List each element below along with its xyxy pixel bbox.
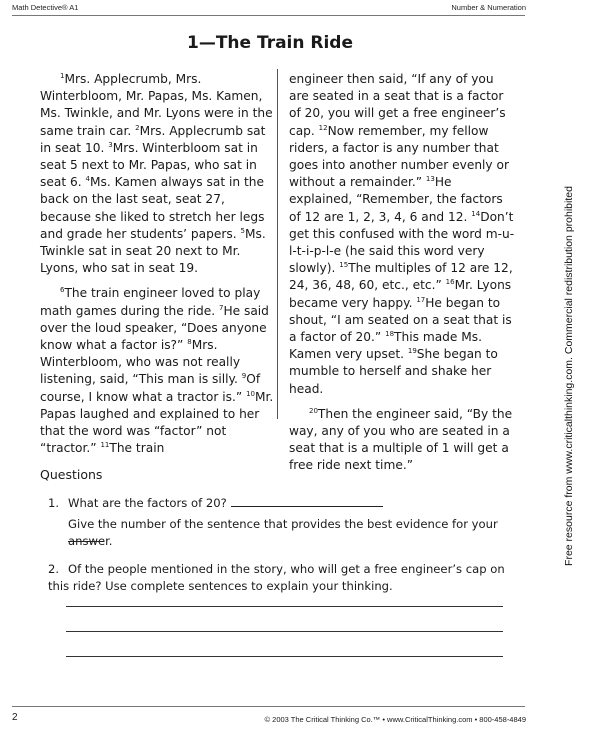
story-column-left <box>40 71 278 457</box>
story-column-right <box>289 71 515 475</box>
questions-heading: Questions <box>40 467 103 482</box>
question-1-text: What are the factors of 20? <box>68 496 227 510</box>
answer-line-3[interactable] <box>66 656 503 657</box>
question-2 <box>48 561 518 594</box>
footer-copyright: © 2003 The Critical Thinking Co.™ • www.CriticalThinking.com • 800-458-4849 <box>264 715 526 724</box>
question-1-number: 1. <box>48 496 60 510</box>
paragraph-3: $^{20}$Then the engineer said, “By the way, any of you who are seated in a seat that is a multiple of 1 will get a free ride next time.” <box>289 406 513 473</box>
header-left: Math Detective® A1 <box>12 3 79 12</box>
question-1 <box>48 494 383 512</box>
answer-line-2[interactable] <box>66 631 503 632</box>
question-2-text: Of the people mentioned in the story, who will get a free engineer’s cap on this ride? Use complete sentences to explain your thinking. <box>48 562 505 593</box>
paragraph-1: $^1$Mrs. Applecrumb, Mrs. Winterbloom, Mr. Papas, Ms. Kamen, Ms. Twinkle, and Mr. Lyons were in the same train car. $^2$Mrs. Applecrumb sat in seat 10. $^3$Mrs. Winterbloom sat in seat 5 next to Mr. Papas, who sat in seat 6. $^4$Ms. Kamen always sat in the back on the last seat, seat 27, because she liked to stretch her legs and grade her students’ papers. $^5$Ms. Twinkle sat in seat 20 next to Mr. Lyons, who sat in seat 19. <box>40 72 273 276</box>
page-number: 2 <box>12 712 18 723</box>
column-divider <box>277 69 278 419</box>
question-1-subprompt: Give the number of the sentence that provides the best evidence for your answer. <box>68 517 498 548</box>
header-rule <box>12 15 525 16</box>
header-right: Number & Numeration <box>451 3 526 12</box>
footer-rule <box>12 706 525 707</box>
paragraph-2-continued: engineer then said, “If any of you are seated in a seat that is a factor of 20, you will get a free engineer’s cap. $^{12}$Now remember, my fellow riders, a factor is any number that goes into another number evenly or without a remainder.” $^{13}$He explained, “Remember, the factors of 12 are 1, 2, 3, 4, 6 and 12. $^{14}$Don’t get this confused with the word m-u-l-t-i-p-l-e (he said this word very slowly). $^{15}$The multiples of 12 are 12, 24, 36, 48, 60, etc., etc.” $^{16}$Mr. Lyons became very happy. $^{17}$He began to shout, “I am seated on a seat that is a factor of 20.” $^{18}$This made Ms. Kamen very upset. $^{19}$She began to mumble to herself and shake her head. <box>289 72 515 396</box>
question-2-number: 2. <box>48 562 60 576</box>
answer-blank-1[interactable] <box>231 494 383 507</box>
paragraph-2: $^6$The train engineer loved to play math games during the ride. $^7$He said over the loud speaker, “Does anyone know what a factor is?” $^8$Mrs. Winterbloom, who was not really listening, said, “This man is silly. $^9$Of course, I know what a tractor is.” $^{10}$Mr. Papas laughed and explained to her that the word was “factor” not “tractor.” $^{11}$The train <box>40 286 274 456</box>
page-title: 1—The Train Ride <box>186 33 354 53</box>
answer-blank-sentence-number[interactable] <box>68 541 104 542</box>
answer-line-1[interactable] <box>66 606 503 607</box>
